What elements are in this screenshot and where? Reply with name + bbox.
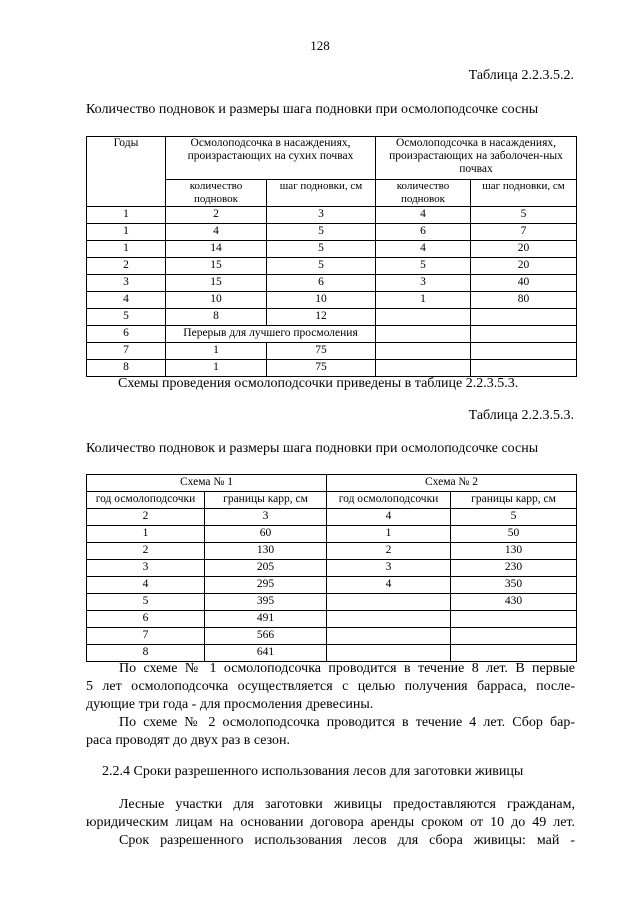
section-heading: 2.2.4 Сроки разрешенного использования лесов для заготовки живицы (102, 764, 524, 779)
table-cell (471, 309, 577, 326)
table-row (87, 241, 577, 258)
table-cell: 15 (166, 258, 267, 275)
table-row (87, 292, 577, 309)
table-cell (376, 326, 471, 343)
table-cell: 4 (87, 577, 205, 594)
table1 (86, 136, 577, 377)
table-cell: 2 (87, 258, 166, 275)
table-cell: 3 (205, 509, 327, 526)
table-cell: 5 (376, 258, 471, 275)
table-cell: 10 (267, 292, 376, 309)
table-cell: 1 (87, 207, 166, 224)
table-row (87, 611, 577, 628)
table-cell (376, 343, 471, 360)
col-bounds-header: границы карр, см (205, 492, 327, 509)
intro-text: Схемы проведения осмолоподсочки приведены в таблице 2.2.3.5.3. (118, 376, 519, 391)
text-line: раса проводят до двух раз в сезон. (86, 733, 291, 748)
scheme-header-row (87, 475, 577, 492)
table-cell: 8 (87, 645, 205, 662)
table-cell: 1 (166, 343, 267, 360)
text-line: По схеме № 2 осмолоподсочка проводится в течение 4 лет. Сбор бар- (119, 715, 575, 730)
table-cell (376, 360, 471, 377)
table-cell (451, 628, 577, 645)
table-cell: 5 (267, 241, 376, 258)
table-cell (376, 309, 471, 326)
paragraph-lease (86, 796, 575, 850)
table-cell (451, 611, 577, 628)
table-cell (327, 594, 451, 611)
table-cell: 1 (327, 526, 451, 543)
table-cell: 7 (87, 628, 205, 645)
col-step-header: шаг подновки, см (471, 180, 577, 207)
table-cell: 2 (327, 543, 451, 560)
table-cell: 75 (267, 360, 376, 377)
table-cell (327, 628, 451, 645)
table2 (86, 474, 577, 662)
table-cell: 2 (87, 543, 205, 560)
table-cell: 3 (327, 560, 451, 577)
table-cell: 3 (87, 560, 205, 577)
table-cell: 12 (267, 309, 376, 326)
table-cell: 15 (166, 275, 267, 292)
table-cell: 130 (451, 543, 577, 560)
table-row (87, 543, 577, 560)
table-cell: 5 (87, 309, 166, 326)
table-cell: 5 (267, 258, 376, 275)
table-cell: 2 (166, 207, 267, 224)
table-cell: 6 (376, 224, 471, 241)
table-cell: 350 (451, 577, 577, 594)
text-line: 5 лет осмолоподсочка осуществляется с целью получения барраса, после- (86, 679, 575, 694)
text-line: По схеме № 1 осмолоподсочка проводится в течение 8 лет. В первые (119, 661, 575, 676)
col-year-header: год осмолоподсочки (87, 492, 205, 509)
col-year-header: год осмолоподсочки (327, 492, 451, 509)
table-cell: 5 (471, 207, 577, 224)
col-count-header: количество подновок (166, 180, 267, 207)
wet-soil-group-header: Осмолоподсочка в насаждениях, произрастающих на заболочен-ных почвах (376, 137, 577, 180)
table-cell (451, 645, 577, 662)
table-row (87, 309, 577, 326)
table-row (87, 577, 577, 594)
table-cell: 3 (267, 207, 376, 224)
table-cell: 50 (451, 526, 577, 543)
table-index-row (87, 207, 577, 224)
table-cell: 80 (471, 292, 577, 309)
column-header-row (87, 492, 577, 509)
table-cell: 4 (87, 292, 166, 309)
break-note: Перерыв для лучшего просмоления (166, 326, 376, 343)
table-cell: 1 (87, 224, 166, 241)
table-cell: 230 (451, 560, 577, 577)
table-cell: 5 (267, 224, 376, 241)
table-cell: 6 (87, 326, 166, 343)
table-cell: 4 (327, 577, 451, 594)
table-row (87, 258, 577, 275)
col-years-header: Годы (87, 137, 166, 207)
table-cell: 205 (205, 560, 327, 577)
table-row (87, 275, 577, 292)
table-cell: 8 (166, 309, 267, 326)
table-cell: 491 (205, 611, 327, 628)
table-cell: 4 (376, 241, 471, 258)
table-cell: 130 (205, 543, 327, 560)
page-number: 128 (310, 38, 330, 53)
col-step-header: шаг подновки, см (267, 180, 376, 207)
table-cell: 2 (87, 509, 205, 526)
table-cell (327, 645, 451, 662)
table-cell: 1 (87, 241, 166, 258)
text-line: Лесные участки для заготовки живицы предоставляются гражданам, (119, 797, 575, 812)
table-cell: 20 (471, 241, 577, 258)
table-cell: 3 (376, 275, 471, 292)
dry-soil-group-header: Осмолоподсочка в насаждениях, произрастающих на сухих почвах (166, 137, 376, 180)
paragraph-scheme2 (86, 714, 575, 750)
text-line: Срок разрешенного использования лесов для сбора живицы: май - (119, 833, 575, 848)
table-cell: 20 (471, 258, 577, 275)
table-cell: 3 (87, 275, 166, 292)
table-row (87, 645, 577, 662)
table-cell: 10 (166, 292, 267, 309)
table-cell: 7 (87, 343, 166, 360)
table-cell: 4 (166, 224, 267, 241)
table-cell: 8 (87, 360, 166, 377)
table-cell: 395 (205, 594, 327, 611)
table-cell: 4 (327, 509, 451, 526)
table-cell: 60 (205, 526, 327, 543)
table-row (87, 560, 577, 577)
table-cell (471, 360, 577, 377)
table-row (87, 360, 577, 377)
table-cell (471, 326, 577, 343)
table-cell: 14 (166, 241, 267, 258)
table1-heading: Количество подновок и размеры шага подновки при осмолоподсочке сосны (86, 102, 539, 117)
table-cell: 6 (87, 611, 205, 628)
table-row (87, 628, 577, 645)
table-cell: 1 (376, 292, 471, 309)
scheme2-header: Схема № 2 (327, 475, 577, 492)
table-cell: 566 (205, 628, 327, 645)
table-cell (327, 611, 451, 628)
paragraph-scheme1 (86, 660, 575, 714)
table-cell: 40 (471, 275, 577, 292)
table2-heading: Количество подновок и размеры шага подновки при осмолоподсочке сосны (86, 441, 539, 456)
table-cell: 295 (205, 577, 327, 594)
text-line: юридическим лицам на основании договора аренды сроком от 10 до 49 лет. (86, 815, 575, 830)
table-cell: 641 (205, 645, 327, 662)
table-row (87, 224, 577, 241)
table-cell: 75 (267, 343, 376, 360)
table-cell: 5 (87, 594, 205, 611)
table-cell: 4 (376, 207, 471, 224)
table-row (87, 526, 577, 543)
text-line: дующие три года - для просмоления древесины. (86, 697, 374, 712)
table-cell: 5 (451, 509, 577, 526)
table-row-break (87, 326, 577, 343)
table-cell: 6 (267, 275, 376, 292)
table2-label: Таблица 2.2.3.5.3. (468, 408, 574, 423)
table-cell: 7 (471, 224, 577, 241)
table-cell: 1 (166, 360, 267, 377)
table-cell: 430 (451, 594, 577, 611)
table-index-row (87, 509, 577, 526)
table1-label: Таблица 2.2.3.5.2. (468, 68, 574, 83)
table-row (87, 343, 577, 360)
table-row (87, 594, 577, 611)
table-cell (471, 343, 577, 360)
table-cell: 1 (87, 526, 205, 543)
scheme1-header: Схема № 1 (87, 475, 327, 492)
col-count-header: количество подновок (376, 180, 471, 207)
col-bounds-header: границы карр, см (451, 492, 577, 509)
